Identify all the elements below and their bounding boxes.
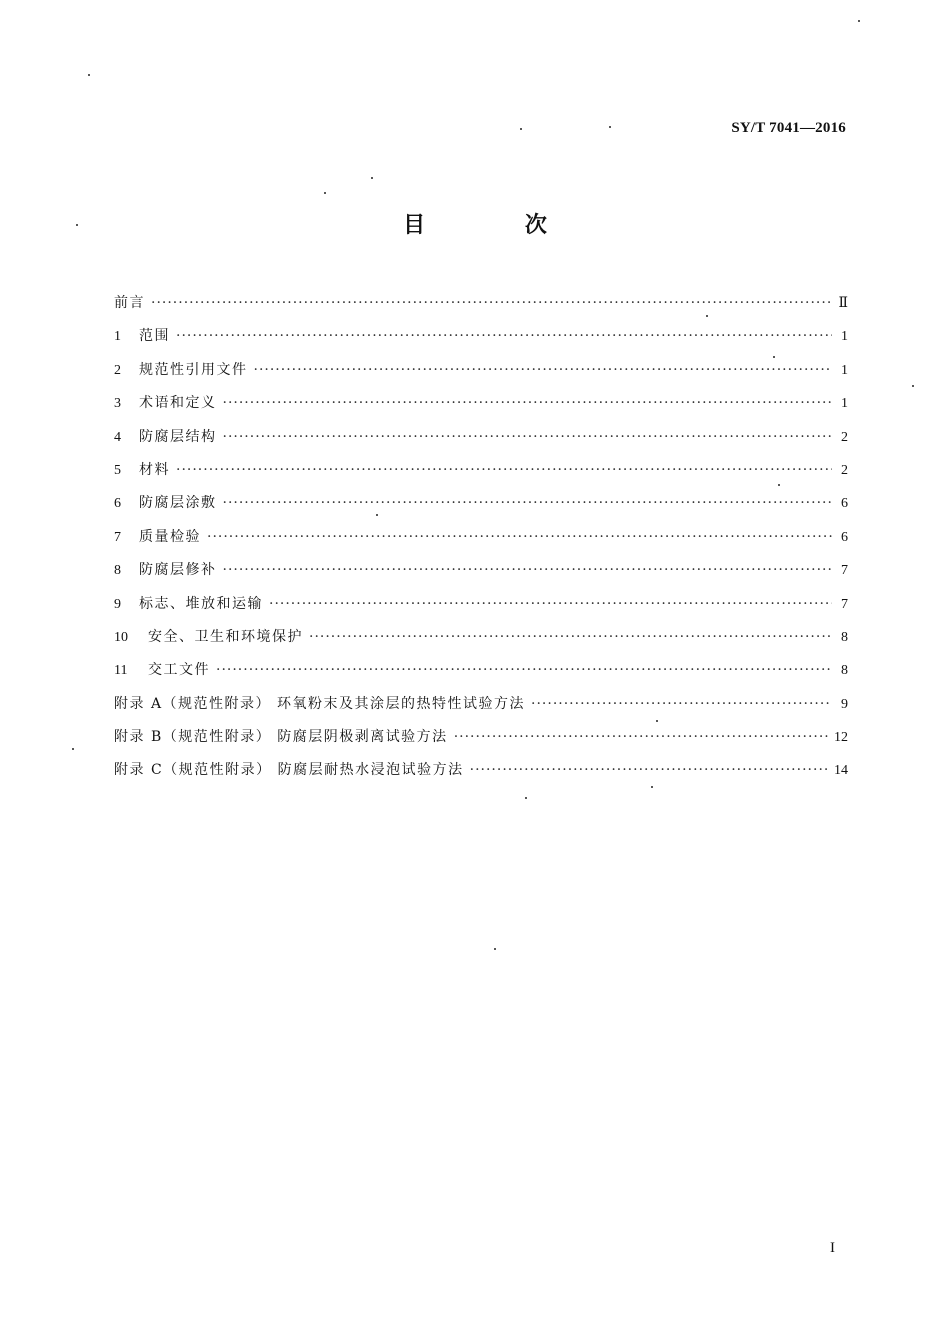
toc-entry-7[interactable] xyxy=(114,526,848,559)
scan-speck xyxy=(912,385,914,387)
toc-entry-page: 1 xyxy=(841,362,848,378)
scan-speck xyxy=(706,315,708,317)
toc-entry-label: 防腐层修补 xyxy=(139,562,217,579)
toc-entry-label: 交工文件 xyxy=(148,662,210,679)
toc-leader-dots xyxy=(223,395,833,411)
toc-entry-number: 6 xyxy=(114,496,121,512)
scan-speck xyxy=(651,786,653,788)
scan-speck xyxy=(858,20,860,22)
toc-entry-page: 9 xyxy=(841,696,848,712)
toc-leader-dots xyxy=(176,462,832,478)
toc-leader-dots xyxy=(223,429,833,445)
toc-entry-label: 前言 xyxy=(114,295,145,311)
toc-entry-number: 8 xyxy=(114,563,121,579)
toc-entry-label: 附录 A（规范性附录） 环氧粉末及其涂层的热特性试验方法 xyxy=(114,695,526,712)
scan-speck xyxy=(609,126,611,128)
toc-entry-label: 材料 xyxy=(139,461,170,478)
toc-entry-2[interactable] xyxy=(114,359,848,392)
toc-entry-label: 标志、堆放和运输 xyxy=(139,595,263,612)
toc-entry-page: 6 xyxy=(841,496,848,512)
toc-entry-page: Ⅱ xyxy=(838,296,848,311)
toc-entry-preface[interactable] xyxy=(114,292,848,325)
toc-entry-8[interactable] xyxy=(114,559,848,592)
toc-leader-dots xyxy=(223,495,833,511)
toc-entry-number: 11 xyxy=(114,663,128,679)
toc-leader-dots xyxy=(470,762,828,778)
toc-entry-page: 7 xyxy=(841,563,848,579)
toc-entry-page: 1 xyxy=(841,329,848,345)
toc-entry-number: 3 xyxy=(114,396,121,412)
scan-speck xyxy=(773,356,775,358)
scan-speck xyxy=(88,74,90,76)
scan-speck xyxy=(778,484,780,486)
toc-entry-number: 5 xyxy=(114,462,121,478)
toc-entry-9[interactable] xyxy=(114,593,848,626)
toc-entry-number: 2 xyxy=(114,362,121,378)
toc-leader-dots xyxy=(216,662,832,678)
page-number: I xyxy=(830,1240,835,1256)
scan-speck xyxy=(72,748,74,750)
toc-entry-number: 4 xyxy=(114,429,121,445)
toc-leader-dots xyxy=(531,696,832,712)
toc-entry-label: 附录 B（规范性附录） 防腐层阴极剥离试验方法 xyxy=(114,729,448,746)
toc-entry-label: 术语和定义 xyxy=(139,395,217,412)
standard-code: SY/T 7041—2016 xyxy=(731,120,846,136)
toc-leader-dots xyxy=(269,596,832,612)
toc-entry-4[interactable] xyxy=(114,426,848,459)
toc-leader-dots xyxy=(223,562,833,578)
toc-entry-appendix-a[interactable] xyxy=(114,693,848,726)
toc-entry-11[interactable] xyxy=(114,659,848,692)
toc-heading: 目 次 xyxy=(403,212,593,238)
toc-entry-1[interactable] xyxy=(114,325,848,358)
toc-entry-number: 7 xyxy=(114,529,121,545)
toc-entry-label: 范围 xyxy=(139,328,170,345)
toc-leader-dots xyxy=(151,295,832,311)
toc-leader-dots xyxy=(176,328,832,344)
scan-speck xyxy=(520,128,522,130)
toc-leader-dots xyxy=(309,629,832,645)
toc-leader-dots xyxy=(207,529,832,545)
scan-speck xyxy=(656,720,658,722)
scan-speck xyxy=(494,948,496,950)
toc-entry-page: 8 xyxy=(841,629,848,645)
toc-entry-10[interactable] xyxy=(114,626,848,659)
toc-entry-label: 规范性引用文件 xyxy=(139,361,248,378)
toc-entry-page: 8 xyxy=(841,663,848,679)
scan-speck xyxy=(525,797,527,799)
toc-entry-label: 防腐层涂敷 xyxy=(139,495,217,512)
toc-entry-page: 2 xyxy=(841,429,848,445)
toc-entry-label: 防腐层结构 xyxy=(139,428,217,445)
toc-entry-appendix-b[interactable] xyxy=(114,726,848,759)
toc-entry-appendix-c[interactable] xyxy=(114,759,848,792)
toc-entry-page: 6 xyxy=(841,529,848,545)
scan-speck xyxy=(376,514,378,516)
toc-entry-page: 1 xyxy=(841,396,848,412)
toc-entry-3[interactable] xyxy=(114,392,848,425)
toc-entry-label: 质量检验 xyxy=(139,528,201,545)
toc-entry-page: 2 xyxy=(841,462,848,478)
scan-speck xyxy=(324,192,326,194)
toc-entry-6[interactable] xyxy=(114,492,848,525)
table-of-contents xyxy=(114,292,848,793)
toc-entry-number: 10 xyxy=(114,629,128,645)
scan-speck xyxy=(76,224,78,226)
toc-leader-dots xyxy=(454,729,828,745)
toc-entry-page: 7 xyxy=(841,596,848,612)
toc-entry-number: 1 xyxy=(114,329,121,345)
toc-entry-label: 附录 C（规范性附录） 防腐层耐热水浸泡试验方法 xyxy=(114,762,464,779)
toc-entry-page: 14 xyxy=(834,763,848,779)
toc-entry-5[interactable] xyxy=(114,459,848,492)
toc-entry-label: 安全、卫生和环境保护 xyxy=(148,628,303,645)
toc-entry-number: 9 xyxy=(114,596,121,612)
toc-leader-dots xyxy=(254,362,833,378)
scan-speck xyxy=(371,177,373,179)
toc-entry-page: 12 xyxy=(834,730,848,746)
